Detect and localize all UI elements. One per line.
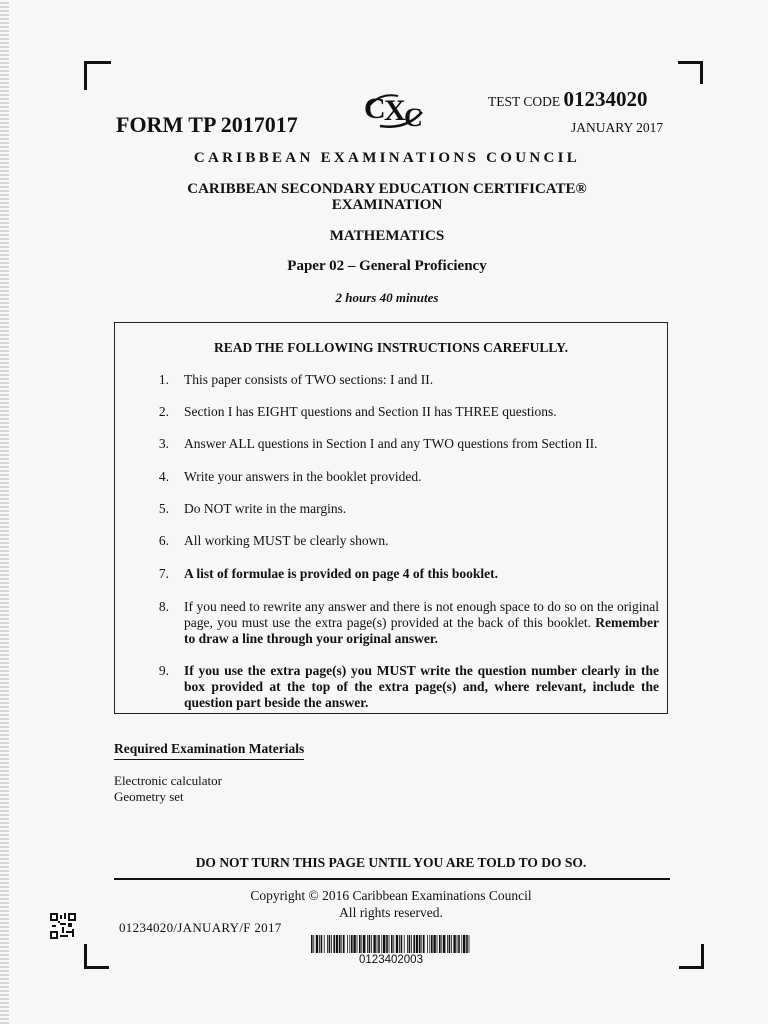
instruction-text: Write your answers in the booklet provided. [184, 469, 422, 484]
crop-mark-top-left [84, 61, 111, 90]
instruction-text-multiline [184, 599, 659, 647]
instruction-number: 2. [158, 404, 169, 419]
rights-line: All rights reserved. [339, 905, 443, 920]
instruction-number: 1. [158, 372, 169, 387]
do-not-turn-warning: DO NOT TURN THIS PAGE UNTIL YOU ARE TOLD TO DO SO. [195, 855, 587, 870]
paper-code: 01234020/JANUARY/F 2017 [119, 920, 282, 935]
certificate-title [80, 181, 694, 213]
instruction-number: 6. [158, 533, 169, 548]
instruction-number: 8. [158, 599, 169, 614]
paper-title: Paper 02 – General Proficiency [287, 258, 487, 274]
instructions-heading: READ THE FOLLOWING INSTRUCTIONS CAREFULLY. [214, 340, 568, 355]
crop-mark-bottom-right [679, 944, 704, 969]
test-code-value: 01234020 [563, 87, 648, 111]
subject-title: MATHEMATICS [329, 228, 445, 244]
instruction-text: Section I has EIGHT questions and Section II has THREE questions. [184, 404, 557, 419]
instruction-text: Do NOT write in the margins. [184, 501, 347, 516]
materials-list [114, 773, 222, 805]
instruction-text: A list of formulae is provided on page 4 of this booklet. [184, 566, 499, 581]
form-id: FORM TP 2017017 [116, 112, 298, 137]
qr-code-icon [50, 913, 76, 939]
instruction-number: 5. [158, 501, 169, 516]
exam-date: JANUARY 2017 [571, 120, 664, 135]
materials-item: Electronic calculator [114, 773, 222, 788]
instructions-box [114, 322, 668, 714]
crop-mark-top-right [678, 61, 703, 84]
instruction-number: 9. [158, 663, 169, 678]
test-code-label: TEST CODE [488, 94, 561, 109]
crop-mark-bottom-left [84, 944, 109, 969]
scan-edge-strip [0, 0, 9, 1024]
materials-item: Geometry set [114, 789, 184, 804]
instruction-text: All working MUST be clearly shown. [184, 533, 389, 548]
barcode-icon [311, 935, 471, 953]
svg-text:C: C [404, 103, 423, 132]
svg-text:X: X [384, 94, 406, 127]
certificate-title-line2: EXAMINATION [331, 197, 443, 213]
instruction-text: If you need to rewrite any answer and there is not enough space to do so on the original page, you must use the extra page(s) provided at the back of this booklet. [184, 599, 659, 630]
certificate-title-line1: CARIBBEAN SECONDARY EDUCATION CERTIFICATE® [187, 181, 587, 197]
materials-heading: Required Examination Materials [114, 741, 304, 760]
duration: 2 hours 40 minutes [335, 290, 439, 305]
instruction-number: 3. [158, 436, 169, 451]
instruction-text: If you use the extra page(s) you MUST write the question number clearly in the box provided at the top of the extra page(s) and, where relevant, include the question part beside the answer. [184, 663, 659, 710]
copyright-line: Copyright © 2016 Caribbean Examinations Council [250, 888, 532, 903]
test-code [488, 87, 648, 112]
instruction-number: 7. [158, 566, 169, 581]
instruction-text: Answer ALL questions in Section I and any TWO questions from Section II. [184, 436, 598, 451]
svg-text:C: C [364, 92, 386, 125]
instruction-text: This paper consists of TWO sections: I and II. [184, 372, 434, 387]
copyright-block [114, 887, 668, 921]
instruction-emphasis: Remember to draw a line through your original answer. [184, 615, 660, 646]
council-name: CARIBBEAN EXAMINATIONS COUNCIL [193, 150, 581, 166]
footer-divider [114, 878, 670, 880]
instruction-number: 4. [158, 469, 169, 484]
cxc-logo-icon [360, 86, 430, 132]
barcode-number: 0123402003 [359, 954, 423, 966]
